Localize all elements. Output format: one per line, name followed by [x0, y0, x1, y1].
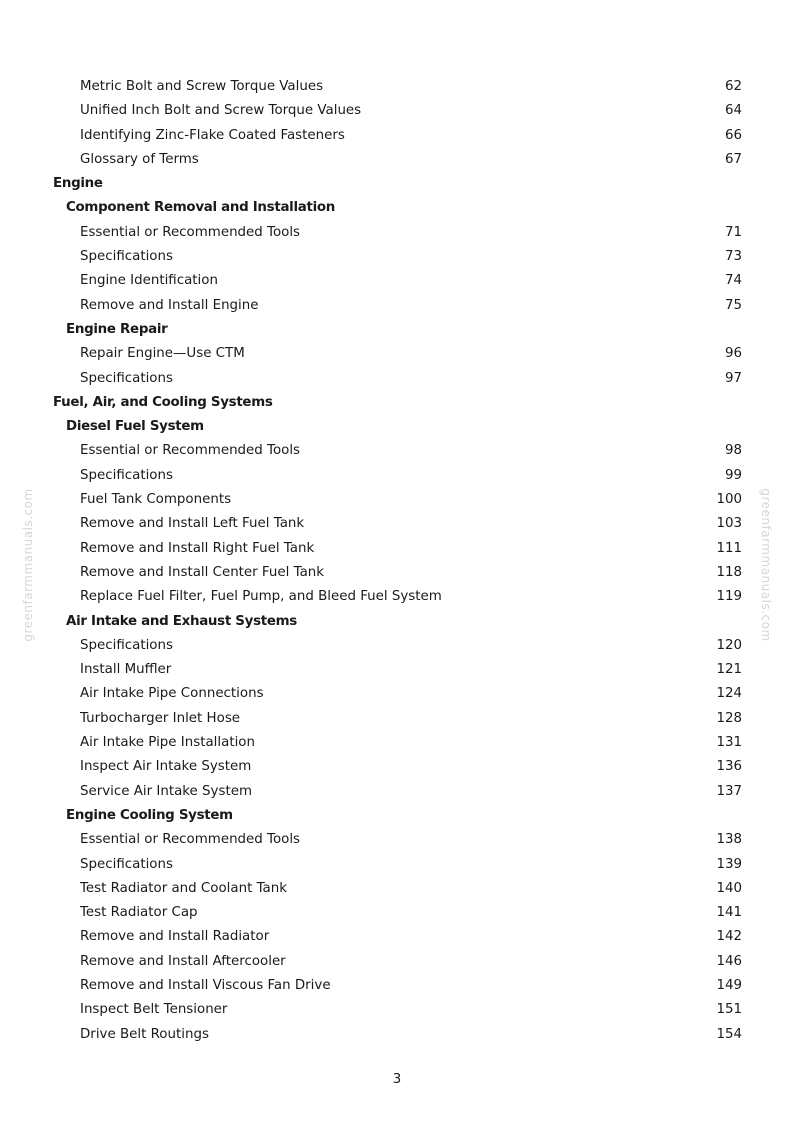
- toc-entry[interactable]: [0, 367, 794, 391]
- toc-entry[interactable]: [0, 464, 794, 488]
- toc-entry[interactable]: [0, 925, 794, 949]
- toc-entry-title: Engine Repair: [66, 321, 168, 337]
- toc-entry-title: Metric Bolt and Screw Torque Values: [80, 79, 324, 94]
- page-number: 3: [392, 1072, 402, 1087]
- toc-entry[interactable]: [0, 901, 794, 925]
- toc-entry-page: 120: [716, 637, 742, 653]
- toc-entry[interactable]: [0, 731, 794, 755]
- toc-entry[interactable]: [0, 342, 794, 366]
- toc-section-heading[interactable]: [0, 610, 794, 634]
- toc-entry-title: Air Intake and Exhaust Systems: [66, 613, 297, 629]
- toc-entry-title: Air Intake Pipe Connections: [80, 686, 264, 702]
- toc-entry[interactable]: [0, 780, 794, 804]
- toc-entry-page: 62: [724, 79, 742, 94]
- toc-entry[interactable]: [0, 707, 794, 731]
- toc-entry[interactable]: [0, 828, 794, 852]
- toc-entry-title: Unified Inch Bolt and Screw Torque Values: [80, 103, 362, 119]
- toc-entry[interactable]: [0, 561, 794, 585]
- toc-entry-title: Specifications: [80, 370, 173, 386]
- toc-section-heading[interactable]: [0, 196, 794, 220]
- toc-entry[interactable]: [0, 658, 794, 682]
- toc-entry-page: 73: [724, 249, 742, 265]
- toc-entry-title: Remove and Install Right Fuel Tank: [80, 540, 315, 556]
- toc-entry-page: 128: [716, 710, 742, 726]
- toc-entry-title: Remove and Install Engine: [80, 297, 259, 313]
- toc-entry[interactable]: [0, 439, 794, 463]
- toc-entry-page: 146: [716, 953, 742, 969]
- toc-entry-title: Inspect Belt Tensioner: [80, 1002, 228, 1018]
- toc-section-heading[interactable]: [0, 318, 794, 342]
- toc-entry[interactable]: [0, 75, 794, 99]
- toc-entry-title: Essential or Recommended Tools: [80, 443, 301, 459]
- toc-entry-page: 141: [716, 905, 742, 921]
- toc-entry[interactable]: [0, 950, 794, 974]
- toc-entry-page: 96: [724, 346, 742, 362]
- toc-entry-title: Engine Identification: [80, 273, 218, 289]
- toc-entry-title: Fuel, Air, and Cooling Systems: [53, 394, 273, 410]
- toc-entry-page: 140: [716, 880, 742, 896]
- toc-entry-page: 151: [716, 1002, 742, 1018]
- toc-entry-page: 154: [716, 1026, 742, 1042]
- toc-entry-title: Air Intake Pipe Installation: [80, 735, 255, 751]
- toc-entry[interactable]: [0, 998, 794, 1022]
- toc-entry-page: 119: [716, 589, 742, 605]
- toc-entry-title: Specifications: [80, 856, 173, 872]
- toc-entry-page: 142: [716, 929, 742, 945]
- toc-entry-title: Specifications: [80, 637, 173, 653]
- toc-entry-title: Glossary of Terms: [80, 151, 199, 167]
- toc-entry-page: 66: [724, 127, 742, 143]
- toc-entry-title: Engine: [53, 176, 103, 192]
- toc-chapter-heading[interactable]: [0, 391, 794, 415]
- toc-entry[interactable]: [0, 974, 794, 998]
- toc-entry-page: 111: [716, 540, 742, 556]
- toc-entry-title: Remove and Install Viscous Fan Drive: [80, 977, 331, 993]
- toc-entry-title: Repair Engine—Use CTM: [80, 346, 245, 362]
- toc-entry-page: 75: [724, 297, 742, 313]
- toc-entry-page: 64: [724, 103, 742, 119]
- toc-entry[interactable]: [0, 245, 794, 269]
- toc-entry-page: 139: [716, 856, 742, 872]
- toc-entry-title: Essential or Recommended Tools: [80, 832, 301, 848]
- toc-entry-title: Fuel Tank Components: [80, 492, 232, 508]
- toc-entry[interactable]: [0, 512, 794, 536]
- toc-entry-title: Remove and Install Left Fuel Tank: [80, 516, 305, 532]
- toc-entry-title: Drive Belt Routings: [80, 1026, 209, 1042]
- toc-entry-title: Specifications: [80, 249, 173, 265]
- toc-entry-title: Test Radiator and Coolant Tank: [80, 880, 287, 896]
- toc-entry[interactable]: [0, 99, 794, 123]
- toc-entry-page: 98: [724, 443, 742, 459]
- watermark-right: greenfarmmanuals.com: [759, 488, 773, 642]
- toc-entry-page: 136: [716, 759, 742, 775]
- toc-section-heading[interactable]: [0, 804, 794, 828]
- toc-entry-title: Remove and Install Center Fuel Tank: [80, 564, 325, 580]
- toc-entry-title: Remove and Install Aftercooler: [80, 953, 286, 969]
- toc-entry[interactable]: [0, 537, 794, 561]
- toc-entry[interactable]: [0, 294, 794, 318]
- toc-entry-page: 149: [716, 977, 742, 993]
- toc-section-heading[interactable]: [0, 415, 794, 439]
- toc-entry-page: 100: [716, 492, 742, 508]
- toc-entry-page: 131: [716, 735, 742, 751]
- toc-entry[interactable]: [0, 1023, 794, 1047]
- toc-entry[interactable]: [0, 221, 794, 245]
- toc-entry[interactable]: [0, 634, 794, 658]
- toc-entry-title: Remove and Install Radiator: [80, 929, 270, 945]
- toc-entry[interactable]: [0, 148, 794, 172]
- toc-entry-title: Install Muffler: [80, 662, 172, 678]
- toc-entry[interactable]: [0, 877, 794, 901]
- toc-entry-title: Service Air Intake System: [80, 783, 252, 799]
- toc-entry[interactable]: [0, 124, 794, 148]
- watermark-left: greenfarmmanuals.com: [21, 488, 35, 642]
- toc-entry-page: 74: [724, 273, 742, 289]
- toc-entry[interactable]: [0, 682, 794, 706]
- toc-entry-title: Specifications: [80, 467, 173, 483]
- toc-entry-title: Diesel Fuel System: [66, 419, 204, 435]
- toc-chapter-heading[interactable]: [0, 172, 794, 196]
- toc-entry-page: 103: [716, 516, 742, 532]
- toc-entry[interactable]: [0, 269, 794, 293]
- toc-entry-page: 138: [716, 832, 742, 848]
- toc-entry-title: Turbocharger Inlet Hose: [80, 710, 241, 726]
- toc-entry-title: Inspect Air Intake System: [80, 759, 252, 775]
- toc-entry-title: Replace Fuel Filter, Fuel Pump, and Bleed Fuel System: [80, 589, 442, 605]
- toc-entry-title: Identifying Zinc-Flake Coated Fasteners: [80, 127, 345, 143]
- toc-entry-page: 121: [716, 662, 742, 678]
- toc-entry-page: 97: [724, 370, 742, 386]
- toc-entry-title: Test Radiator Cap: [80, 905, 198, 921]
- toc-entry-page: 137: [716, 783, 742, 799]
- toc-entry-page: 67: [724, 151, 742, 167]
- table-of-contents: [0, 75, 794, 1047]
- toc-entry[interactable]: [0, 755, 794, 779]
- toc-entry-title: Essential or Recommended Tools: [80, 224, 301, 240]
- toc-entry[interactable]: [0, 585, 794, 609]
- toc-entry-title: Component Removal and Installation: [66, 200, 336, 216]
- toc-entry[interactable]: [0, 853, 794, 877]
- toc-entry-page: 124: [716, 686, 742, 702]
- toc-entry-page: 99: [724, 467, 742, 483]
- toc-entry-page: 71: [724, 224, 742, 240]
- toc-entry-title: Engine Cooling System: [66, 807, 233, 823]
- toc-entry[interactable]: [0, 488, 794, 512]
- toc-entry-page: 118: [716, 564, 742, 580]
